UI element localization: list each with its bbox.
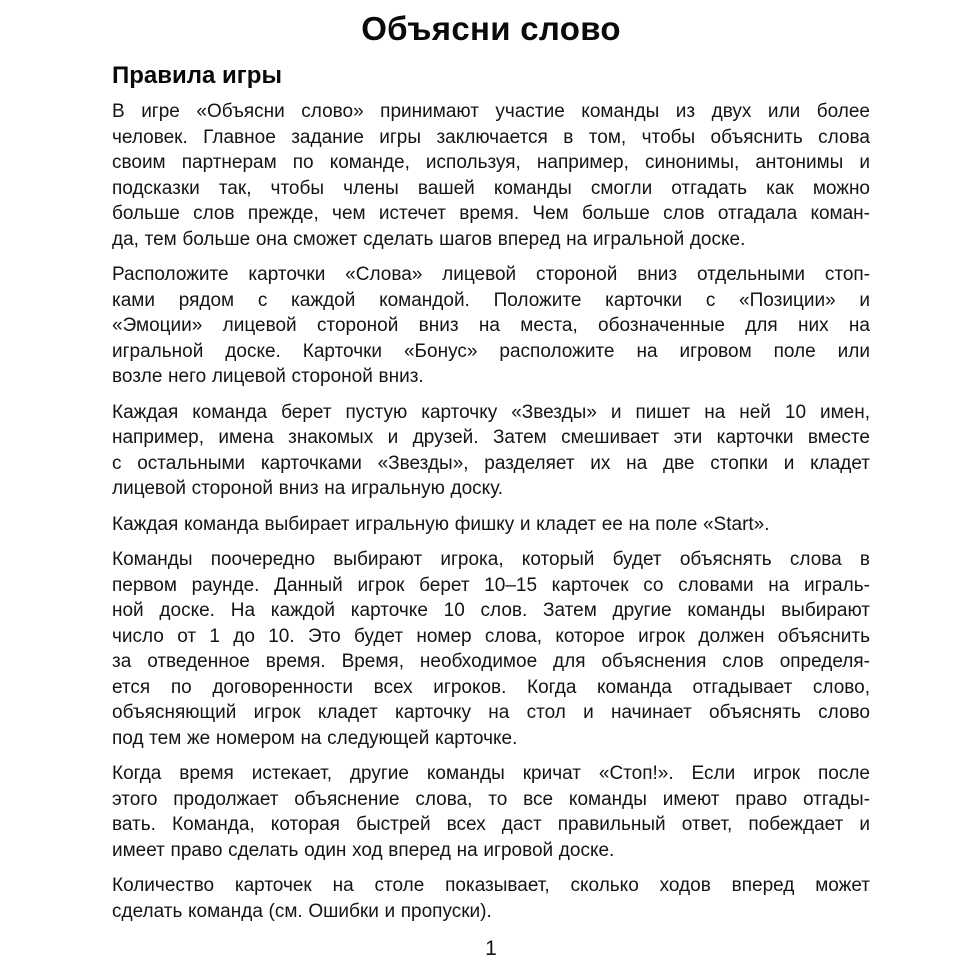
page-number: 1 — [485, 937, 497, 960]
text-line: больше слов прежде, чем истечет время. Чем больше слов отгадала коман- — [112, 203, 870, 224]
text-line: ной доске. На каждой карточке 10 слов. Затем другие команды выбирают — [112, 600, 870, 621]
text-line: подсказки так, чтобы члены вашей команды смогли отгадать как можно — [112, 177, 870, 199]
text-line: например, имена знакомых и друзей. Затем смешивает эти карточки вместе — [112, 427, 870, 448]
text-line: Каждая команда выбирает игральную фишку и кладет ее на поле «Start». — [112, 513, 770, 535]
text-line: Когда время истекает, другие команды кричат «Стоп!». Если игрок после — [112, 763, 870, 784]
text-line: под тем же номером на следующей карточке. — [112, 727, 518, 749]
text-line: ками рядом с каждой командой. Положите карточки с «Позиции» и — [112, 289, 870, 311]
text-line: Каждая команда берет пустую карточку «Звезды» и пишет на ней 10 имен, — [112, 401, 870, 423]
text-line: своим партнерам по команде, используя, например, синонимы, антонимы и — [112, 152, 870, 173]
paragraph — [112, 400, 870, 502]
paragraph — [112, 262, 870, 390]
text-line: человек. Главное задание игры заключается в том, чтобы объяснить слова — [112, 126, 870, 148]
text-line: да, тем больше она сможет сделать шагов вперед на игральной доске. — [112, 228, 746, 250]
paragraphs-container — [112, 99, 870, 924]
text-line: этого продолжает объяснение слова, то все команды имеют право отгады- — [112, 788, 870, 810]
text-line: Команды поочередно выбирают игрока, который будет объяснять слова в — [112, 549, 870, 570]
paragraph — [112, 99, 870, 252]
text-line: за отведенное время. Время, необходимое для объяснения слов определя- — [112, 651, 870, 672]
text-line: Количество карточек на столе показывает, сколько ходов вперед может — [112, 875, 870, 896]
text-line: игральной доске. Карточки «Бонус» расположите на игровом поле или — [112, 340, 870, 362]
paragraph — [112, 761, 870, 863]
section-heading: Правила игры — [112, 62, 282, 89]
text-line: вать. Команда, которая быстрей всех даст правильный ответ, побеждает и — [112, 814, 870, 835]
text-line: «Эмоции» лицевой стороной вниз на места, обозначенные для них на — [112, 315, 870, 336]
paragraph — [112, 547, 870, 751]
paragraph — [112, 512, 870, 538]
text-line: сделать команда (см. Ошибки и пропуски). — [112, 900, 492, 922]
text-line: имеет право сделать один ход вперед на игровой доске. — [112, 839, 615, 861]
document-content — [112, 10, 870, 934]
text-line: первом раунде. Данный игрок берет 10–15 карточек со словами на играль- — [112, 574, 870, 596]
document-title: Объясни слово — [361, 10, 621, 47]
text-line: Расположите карточки «Слова» лицевой стороной вниз отдельными стоп- — [112, 264, 870, 285]
text-line: возле него лицевой стороной вниз. — [112, 366, 424, 387]
text-line: число от 1 до 10. Это будет номер слова, которое игрок должен объяснить — [112, 625, 870, 647]
text-line: лицевой стороной вниз на игральную доску. — [112, 478, 504, 499]
text-line: ется по договоренности всех игроков. Когда команда отгадывает слово, — [112, 676, 870, 698]
paragraph — [112, 873, 870, 924]
text-line: с остальными карточками «Звезды», разделяет их на две стопки и кладет — [112, 452, 870, 474]
text-line: В игре «Объясни слово» принимают участие команды из двух или более — [112, 101, 870, 122]
text-line: объясняющий игрок кладет карточку на стол и начинает объяснять слово — [112, 702, 870, 723]
